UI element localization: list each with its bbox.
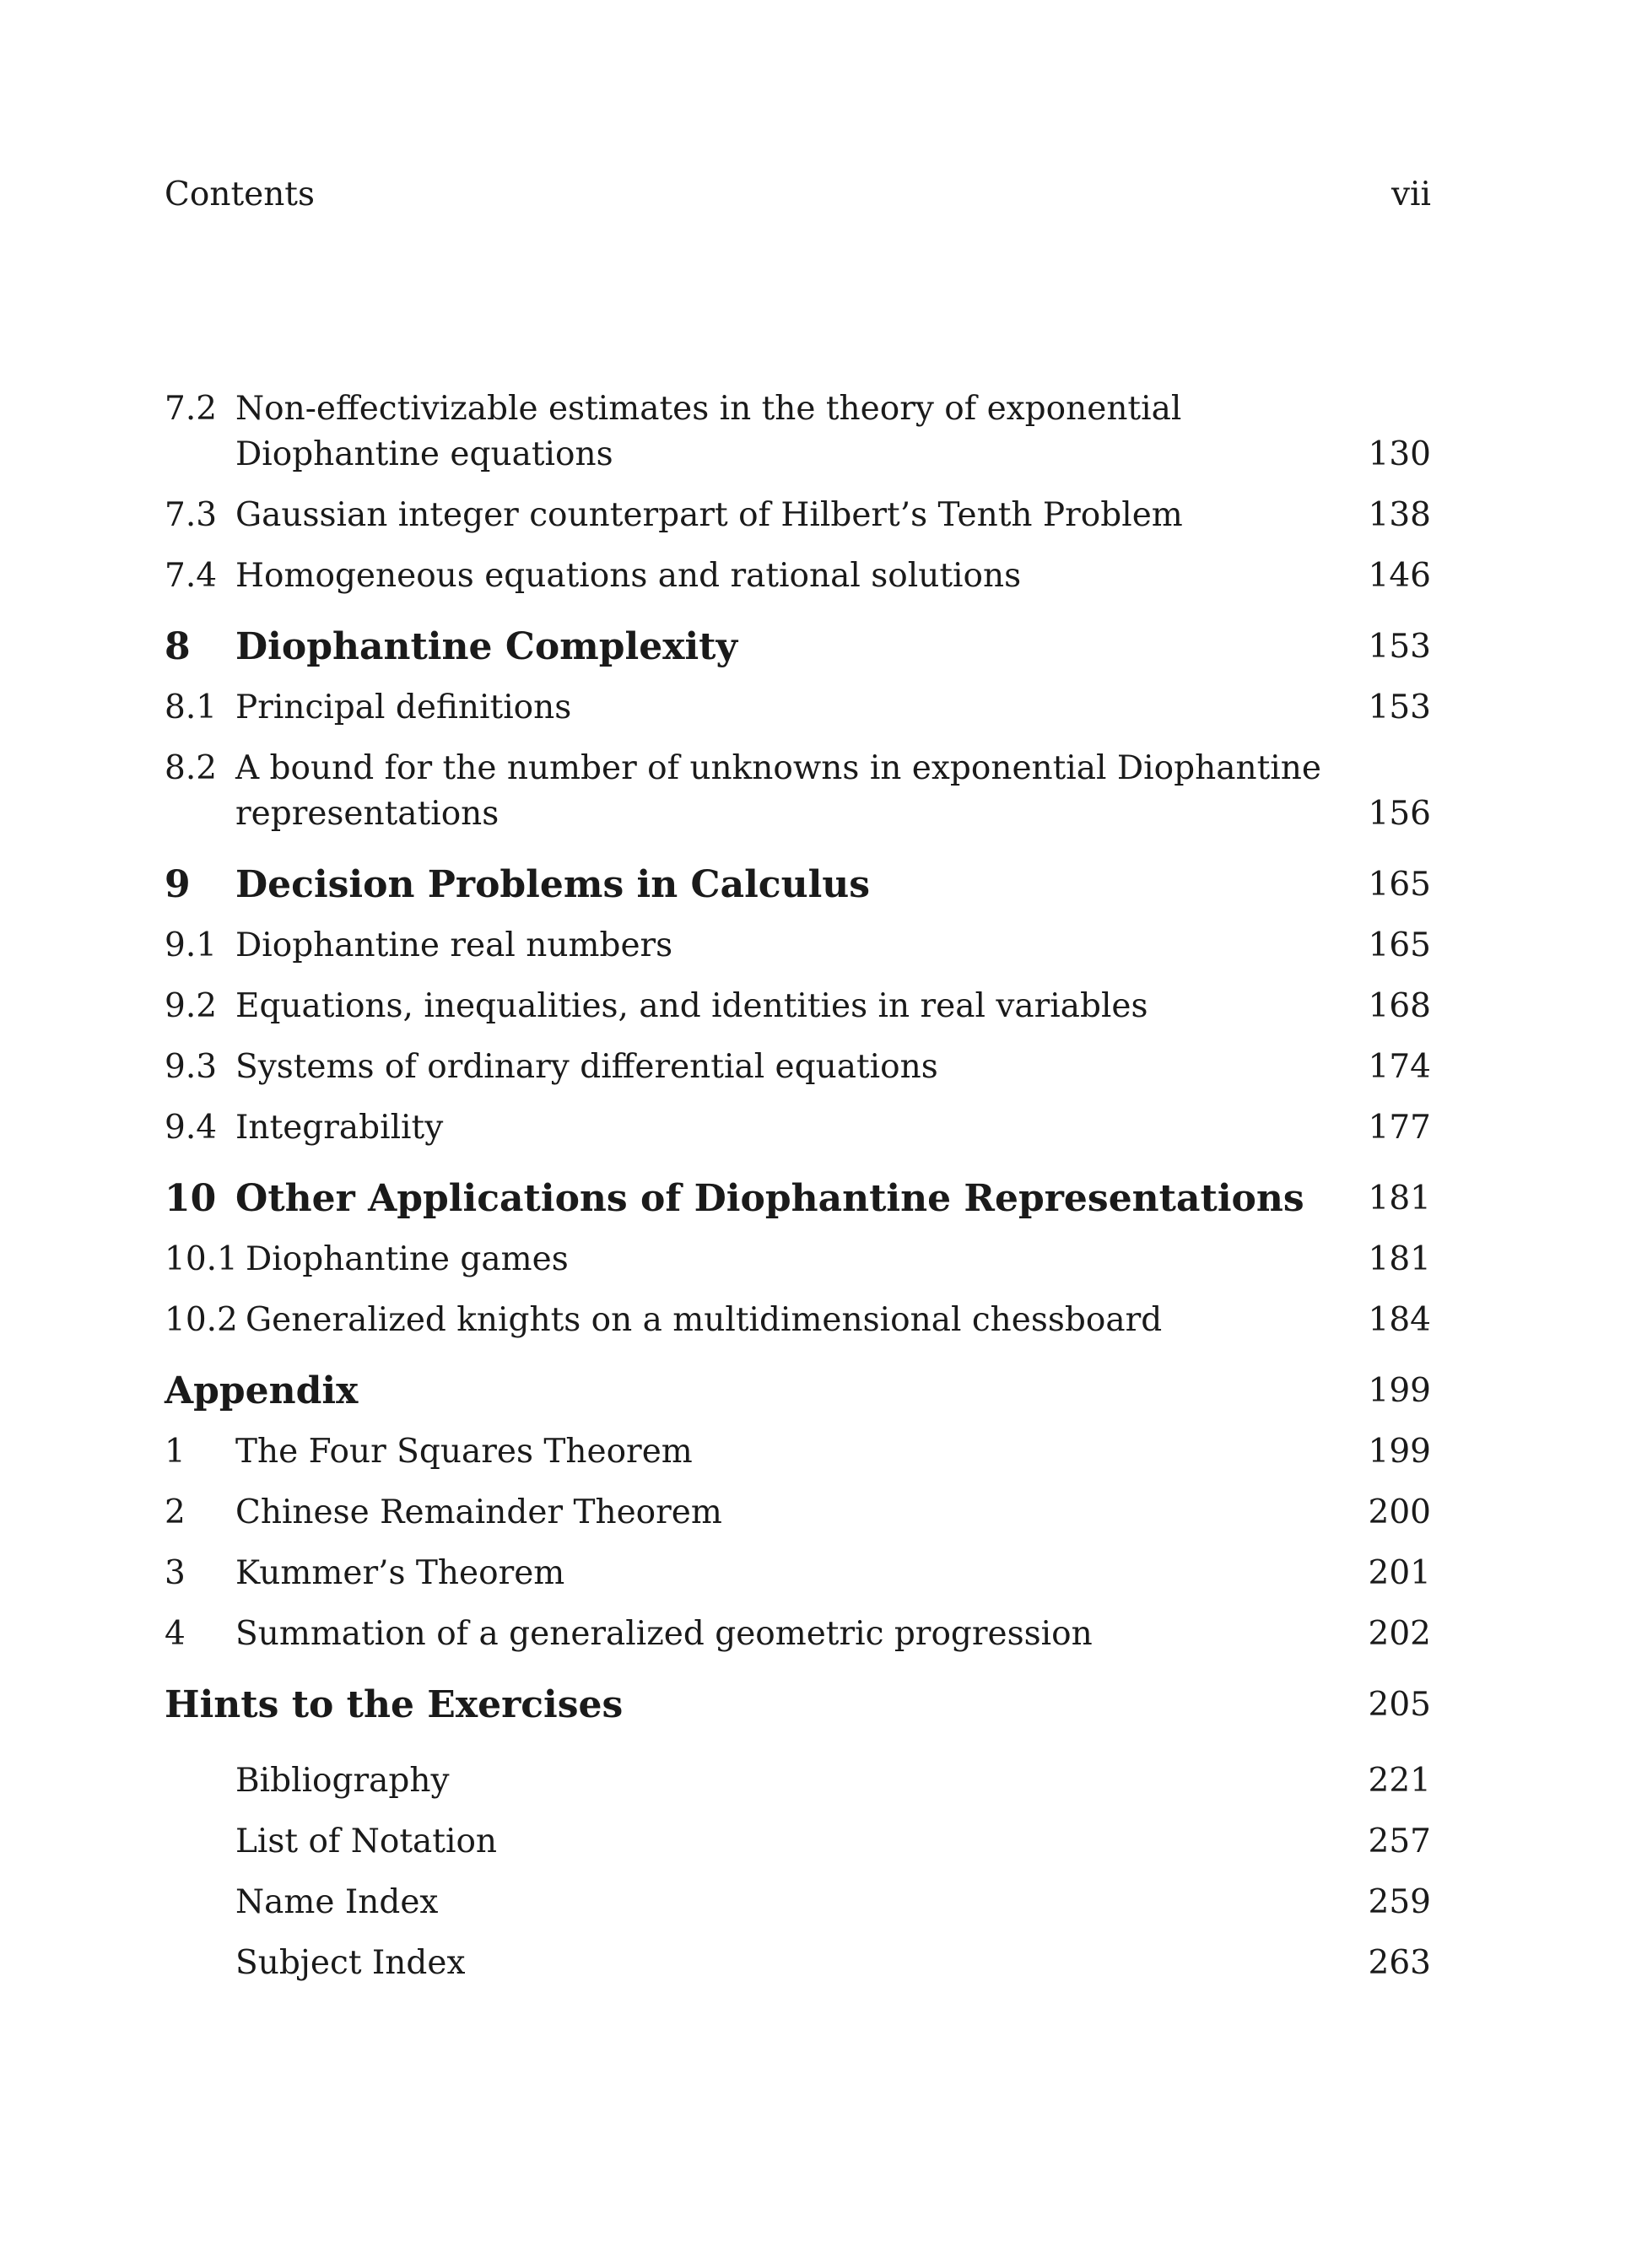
toc-entry-title: Homogeneous equations and rational solutions	[235, 557, 1022, 595]
toc-entry-number: 9.4	[165, 1109, 218, 1147]
toc-entry-title: Non-effectivizable estimates in the theory of exponential Diophantine equations	[235, 390, 1182, 473]
toc-entry-page: 263	[1368, 1944, 1431, 1982]
toc-entry-page: 184	[1368, 1301, 1431, 1339]
toc-entry-number: 9	[165, 863, 191, 906]
toc-entry-page: 259	[1368, 1883, 1431, 1921]
toc-entry-title: Integrability	[235, 1109, 444, 1147]
toc-entry-page: 168	[1368, 987, 1431, 1025]
toc-entry-title: Gaussian integer counterpart of Hilbert’s Tenth Problem	[235, 496, 1183, 534]
toc-entry[interactable]	[165, 984, 1431, 1029]
toc-entry-title: Subject Index	[235, 1944, 466, 1982]
toc-entry-title: A bound for the number of unknowns in exponential Diophantine representations	[235, 749, 1321, 833]
toc-entry-title: Equations, inequalities, and identities in real variables	[235, 987, 1148, 1025]
toc-entry-page: 165	[1368, 926, 1431, 964]
toc-chapter-entry[interactable]	[165, 862, 1431, 908]
toc-entry-page: 156	[1368, 795, 1431, 833]
toc-entry-page: 153	[1368, 628, 1431, 666]
toc-entry-page: 174	[1368, 1048, 1431, 1086]
toc-entry[interactable]	[165, 1237, 1431, 1282]
toc-entry-page: 138	[1368, 496, 1431, 534]
toc-entry-page: 153	[1368, 688, 1431, 726]
running-head: Contents	[165, 176, 315, 213]
toc-entry-page: 201	[1368, 1554, 1431, 1592]
toc-entry[interactable]	[165, 1490, 1431, 1536]
toc-entry-number: 8.1	[165, 688, 218, 726]
toc-entry[interactable]	[165, 1429, 1431, 1475]
toc-entry[interactable]	[165, 386, 1431, 478]
toc-entry[interactable]	[165, 1612, 1431, 1657]
toc-entry[interactable]	[165, 1045, 1431, 1090]
page-header	[165, 176, 1431, 213]
toc-entry-page: 202	[1368, 1615, 1431, 1653]
toc-entry[interactable]	[165, 1758, 1431, 1804]
page-number: vii	[1391, 176, 1431, 213]
toc-entry-number: 7.3	[165, 496, 218, 534]
toc-chapter-entry[interactable]	[165, 624, 1431, 670]
toc-entry-title: Diophantine real numbers	[235, 926, 673, 964]
toc-entry-page: 257	[1368, 1822, 1431, 1860]
toc-entry[interactable]	[165, 685, 1431, 731]
toc-entry[interactable]	[165, 923, 1431, 969]
toc-entry-page: 165	[1368, 866, 1431, 904]
toc-chapter-entry[interactable]	[165, 1369, 1431, 1414]
toc-entry-number: 4	[165, 1615, 186, 1653]
toc-entry-title: Principal definitions	[235, 688, 572, 726]
toc-entry-page: 177	[1368, 1109, 1431, 1147]
toc-entry-number: 8.2	[165, 749, 218, 787]
toc-entry-title: Bibliography	[235, 1762, 450, 1800]
toc-entry[interactable]	[165, 1551, 1431, 1596]
toc-entry-number: 8	[165, 625, 191, 668]
toc-entry-page: 205	[1368, 1686, 1431, 1724]
toc-entry-page: 200	[1368, 1493, 1431, 1531]
toc-entry-number: 9.1	[165, 926, 218, 964]
toc-entry-number: 7.4	[165, 557, 218, 595]
toc-entry-page: 221	[1368, 1762, 1431, 1800]
toc-chapter-entry[interactable]	[165, 1176, 1431, 1222]
toc-entry-page: 199	[1368, 1433, 1431, 1471]
toc-entry-number: 3	[165, 1554, 186, 1592]
toc-entry-number: 10	[165, 1177, 217, 1220]
toc-entry-number: 9.2	[165, 987, 218, 1025]
toc-entry-title: Appendix	[165, 1369, 359, 1412]
toc-entry-title: Diophantine games	[246, 1240, 569, 1278]
toc-entry-number: 10.1	[165, 1240, 238, 1278]
toc-entry-title: Name Index	[235, 1883, 439, 1921]
toc-entry-title: Generalized knights on a multidimensional chessboard	[246, 1301, 1163, 1339]
toc-entry[interactable]	[165, 493, 1431, 538]
toc-entry[interactable]	[165, 554, 1431, 599]
toc-entry[interactable]	[165, 1105, 1431, 1151]
toc-entry-number: 7.2	[165, 390, 218, 428]
table-of-contents	[165, 386, 1431, 2001]
toc-entry-page: 146	[1368, 557, 1431, 595]
toc-entry-page: 181	[1368, 1240, 1431, 1278]
toc-entry-title: Hints to the Exercises	[165, 1683, 624, 1726]
toc-entry-title: List of Notation	[235, 1822, 498, 1860]
toc-entry-page: 181	[1368, 1180, 1431, 1218]
toc-entry-title: The Four Squares Theorem	[235, 1433, 693, 1471]
toc-entry-title: Other Applications of Diophantine Representations	[235, 1177, 1304, 1220]
toc-entry-title: Chinese Remainder Theorem	[235, 1493, 722, 1531]
toc-entry-title: Diophantine Complexity	[235, 625, 738, 668]
toc-entry-title: Systems of ordinary differential equations	[235, 1048, 938, 1086]
toc-entry-number: 1	[165, 1433, 186, 1471]
toc-entry-title: Decision Problems in Calculus	[235, 863, 871, 906]
toc-entry[interactable]	[165, 1880, 1431, 1925]
toc-entry-page: 130	[1368, 435, 1431, 473]
toc-entry[interactable]	[165, 746, 1431, 837]
toc-entry-title: Summation of a generalized geometric progression	[235, 1615, 1093, 1653]
toc-entry[interactable]	[165, 1298, 1431, 1343]
toc-entry-number: 9.3	[165, 1048, 218, 1086]
toc-entry-page: 199	[1368, 1372, 1431, 1410]
toc-entry-number: 10.2	[165, 1301, 238, 1339]
toc-entry[interactable]	[165, 1941, 1431, 1986]
toc-entry[interactable]	[165, 1819, 1431, 1865]
toc-entry-number: 2	[165, 1493, 186, 1531]
toc-chapter-entry[interactable]	[165, 1682, 1431, 1728]
toc-entry-title: Kummer’s Theorem	[235, 1554, 565, 1592]
